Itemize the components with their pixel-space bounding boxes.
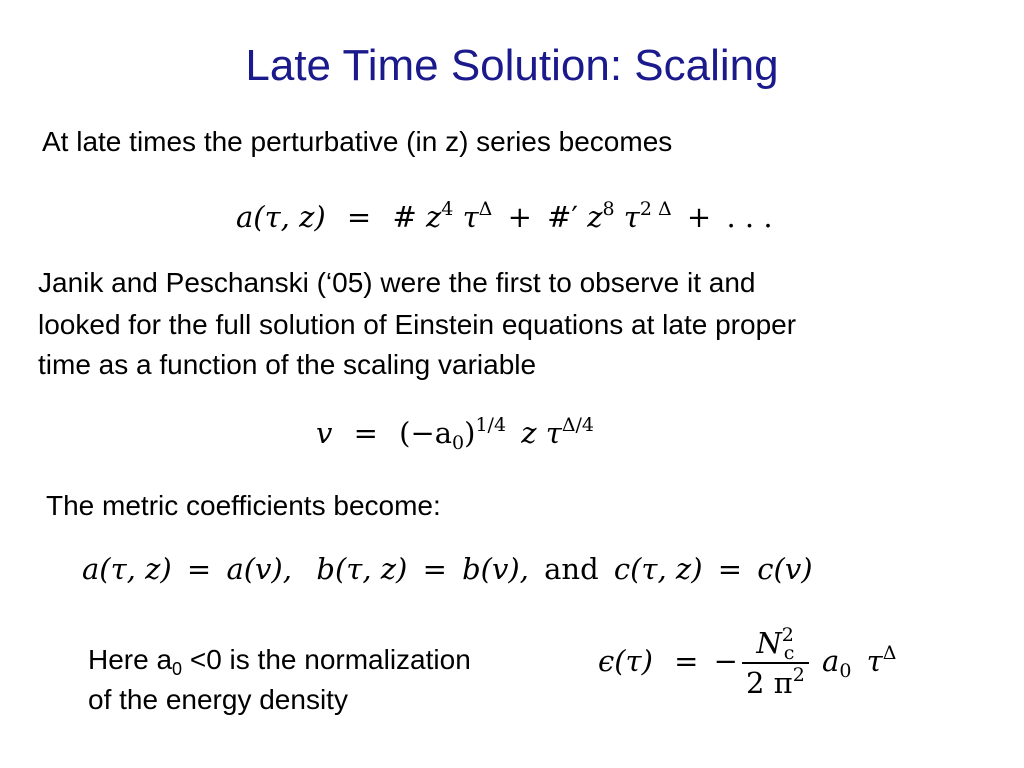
- series-z2-exp: 8: [602, 198, 615, 220]
- energy-num-n: N: [756, 626, 782, 660]
- series-dots: . . .: [726, 200, 773, 234]
- scaling-sub: 0: [452, 432, 465, 454]
- energy-tau: τ: [866, 644, 883, 678]
- metric-equation: [82, 549, 813, 589]
- energy-tau-exp: Δ: [882, 642, 897, 664]
- scaling-v: v: [316, 416, 333, 450]
- metric-c-rhs: c(v): [757, 552, 813, 586]
- energy-denominator: [742, 664, 809, 700]
- energy-fraction: [742, 626, 809, 700]
- series-tau2: τ: [623, 200, 640, 234]
- scaling-tau-exp: Δ/4: [561, 414, 595, 436]
- metric-eq-2: =: [422, 552, 447, 586]
- slide-title: Late Time Solution: Scaling: [245, 41, 779, 90]
- scaling-paren-close: ): [464, 416, 476, 450]
- series-tau2-exp: 2 Δ: [639, 198, 672, 220]
- scaling-equation: [316, 413, 594, 453]
- metric-c-lhs: c(τ, z): [613, 552, 703, 586]
- metric-a-lhs: a(τ, z): [82, 552, 172, 586]
- energy-equation: [598, 626, 896, 700]
- here-line-1: [88, 640, 471, 680]
- scaling-exp: 1/4: [475, 414, 507, 436]
- energy-den-sup: 2: [792, 664, 805, 686]
- scaling-equals: =: [353, 416, 378, 450]
- scaling-z: z: [521, 416, 537, 450]
- series-plus-2: +: [686, 200, 712, 234]
- janik-line-2: looked for the full solution of Einstein equations at late proper: [38, 309, 797, 340]
- series-z-exp: 4: [441, 198, 454, 220]
- series-hash: #: [392, 200, 417, 234]
- series-plus-1: +: [507, 200, 532, 234]
- metric-eq-1: =: [186, 552, 212, 586]
- metric-a-rhs: a(v),: [226, 552, 292, 586]
- energy-num-sub: c: [783, 642, 795, 664]
- intro-text: At late times the perturbative (in z) series becomes: [42, 126, 673, 157]
- energy-a: a: [822, 644, 840, 678]
- metric-and: and: [544, 552, 599, 586]
- here-line-2: of the energy density: [88, 684, 348, 715]
- here-suffix: <0 is the normalization: [182, 644, 471, 675]
- scaling-tau: τ: [545, 416, 562, 450]
- series-z: z: [425, 200, 442, 234]
- energy-minus: −: [713, 644, 738, 678]
- here-subscript: 0: [172, 659, 183, 679]
- energy-a-sub: 0: [839, 660, 852, 682]
- series-lhs: a(τ, z): [236, 200, 326, 234]
- energy-equals: =: [674, 644, 699, 678]
- series-hash-prime: #′: [547, 200, 578, 234]
- scaling-paren: (−a: [399, 416, 453, 450]
- series-tau: τ: [462, 200, 479, 234]
- here-prefix: Here a: [88, 644, 173, 675]
- metric-b-rhs: b(v),: [462, 552, 529, 586]
- metric-b-lhs: b(τ, z): [316, 552, 408, 586]
- series-equals: =: [346, 200, 372, 234]
- janik-line-1: Janik and Peschanski (‘05) were the first to observe it and: [38, 267, 756, 298]
- series-z2: z: [587, 200, 603, 234]
- series-tau-exp: Δ: [478, 198, 493, 220]
- energy-num-sup: 2: [781, 624, 794, 646]
- energy-lhs: ϵ(τ): [598, 644, 653, 678]
- energy-numerator: [742, 626, 809, 664]
- metric-text: The metric coefficients become:: [46, 490, 441, 521]
- metric-eq-3: =: [717, 552, 743, 586]
- janik-line-3: time as a function of the scaling variable: [38, 349, 537, 380]
- energy-den: 2 π: [745, 666, 793, 700]
- series-equation: [236, 197, 773, 237]
